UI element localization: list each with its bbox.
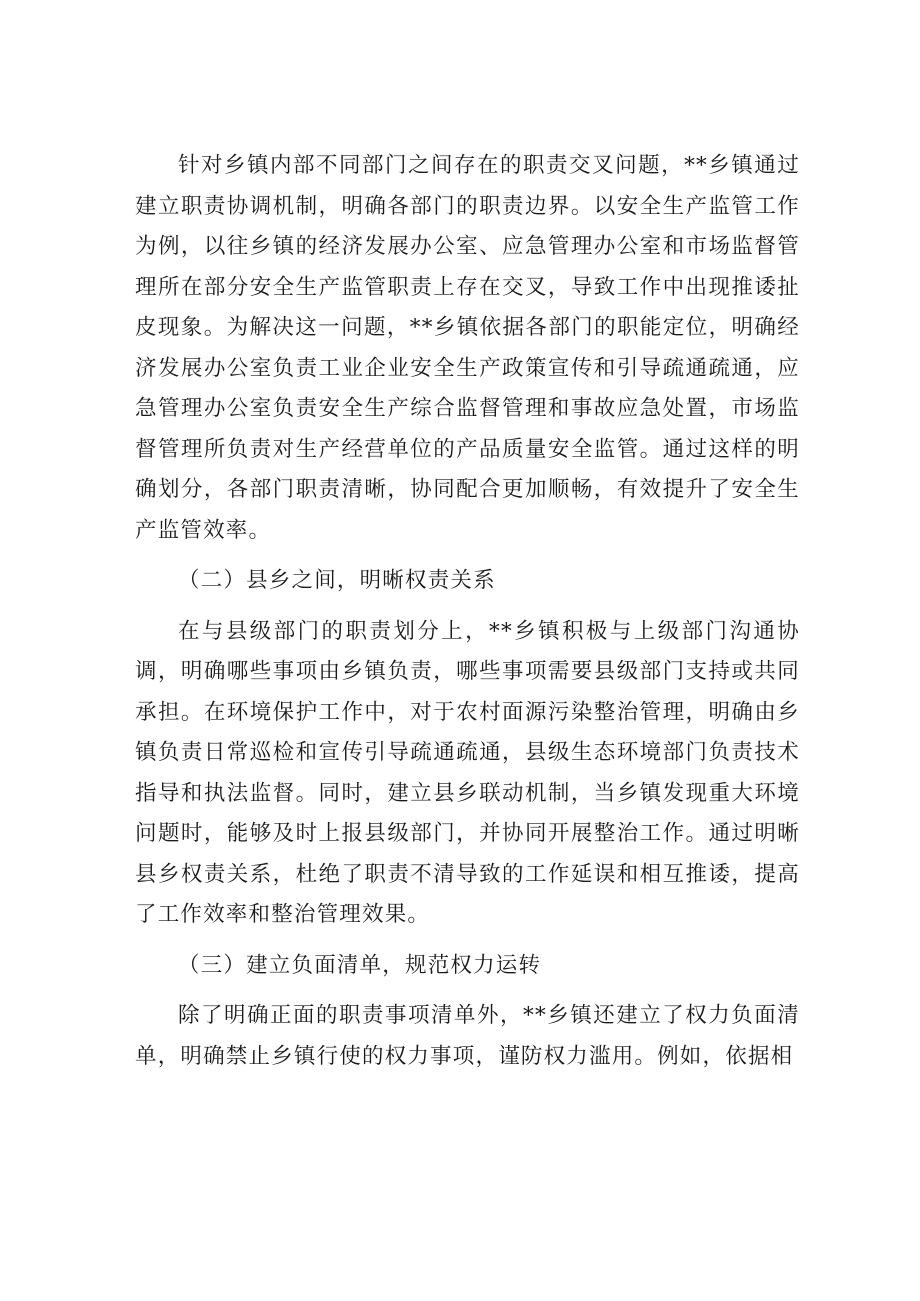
spacer xyxy=(135,986,800,996)
section-heading-county-township: （二）县乡之间，明晰权责关系 xyxy=(178,568,496,593)
spacer xyxy=(135,602,800,612)
document-body xyxy=(135,146,800,1077)
paragraph-county-township: 在与县级部门的职责划分上，**乡镇积极与上级部门沟通协调，明确哪些事项由乡镇负责，哪些事项需要县级部门支持或共同承担。在环境保护工作中，对于农村面源污染整治管理，明确由乡镇负责日常巡检和宣传引导疏通疏通，县级生态环境部门负责技术指导和执法监督。同时，建立县乡联动机制，当乡镇发现重大环境问题时，能够及时上报县级部门，并协同开展整治工作。通过明晰县乡权责关系，杜绝了职责不清导致的工作延误和相互推诿，提高了工作效率和整治管理效果。 xyxy=(135,618,800,927)
paragraph-department-coordination: 针对乡镇内部不同部门之间存在的职责交叉问题，**乡镇通过建立职责协调机制，明确各部门的职责边界。以安全生产监管工作为例，以往乡镇的经济发展办公室、应急管理办公室和市场监督管理所在部分安全生产监管职责上存在交叉，导致工作中出现推诿扯皮现象。为解决这一问题，**乡镇依据各部门的职能定位，明确经济发展办公室负责工业企业安全生产政策宣传和引导疏通疏通，应急管理办公室负责安全生产综合监督管理和事故应急处置，市场监督管理所负责对生产经营单位的产品质量安全监管。通过这样的明确划分，各部门职责清晰，协同配合更加顺畅，有效提升了安全生产监管效率。 xyxy=(135,153,800,543)
spacer xyxy=(135,551,800,561)
paragraph-negative-list: 除了明确正面的职责事项清单外，**乡镇还建立了权力负面清单，明确禁止乡镇行使的权力事项，谨防权力滥用。例如，依据相 xyxy=(135,1003,800,1069)
spacer xyxy=(135,936,800,946)
section-heading-negative-list: （三）建立负面清单，规范权力运转 xyxy=(178,952,542,978)
